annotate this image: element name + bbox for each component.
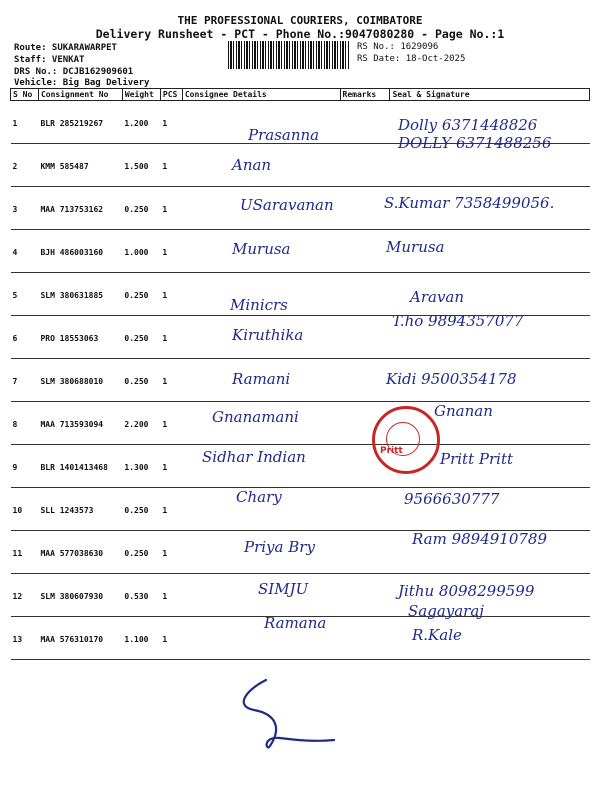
cell-weight: 1.100	[122, 617, 160, 660]
cell-weight: 0.250	[122, 187, 160, 230]
handwriting-signature: DOLLY 6371488256	[398, 134, 552, 152]
cell-weight: 1.500	[122, 144, 160, 187]
col-sno: S No	[11, 89, 39, 101]
cell-consignment: MAA 713593094	[38, 402, 122, 445]
cell-consignment: MAA 577038630	[38, 531, 122, 574]
rs-date: RS Date: 18-Oct-2025	[357, 54, 466, 64]
stamp-label: Pritt	[380, 446, 403, 456]
cell-sno: 13	[11, 617, 39, 660]
cell-sno: 7	[11, 359, 39, 402]
handwriting-signature: Sagayaraj	[408, 602, 484, 620]
cell-consignment: PRO 18553063	[38, 316, 122, 359]
cell-weight: 1.200	[122, 101, 160, 144]
cell-pcs: 1	[160, 359, 182, 402]
cell-pcs: 1	[160, 144, 182, 187]
handwriting-consignee: Prasanna	[248, 126, 320, 144]
table-row	[11, 273, 590, 316]
cell-pcs: 1	[160, 574, 182, 617]
cell-remarks	[340, 144, 390, 187]
handwriting-consignee: Priya Bry	[244, 538, 315, 556]
cell-sno: 10	[11, 488, 39, 531]
cell-consignment: SLL 1243573	[38, 488, 122, 531]
cell-sno: 5	[11, 273, 39, 316]
handwriting-signature: Kidi 9500354178	[386, 370, 517, 388]
cell-consignment: MAA 713753162	[38, 187, 122, 230]
handwriting-consignee: Ramana	[264, 614, 327, 632]
col-consignee: Consignee Details	[182, 89, 340, 101]
cell-consignment: KMM 585487	[38, 144, 122, 187]
cell-sno: 2	[11, 144, 39, 187]
handwriting-consignee: Anan	[232, 156, 272, 174]
cell-remarks	[340, 101, 390, 144]
cell-pcs: 1	[160, 445, 182, 488]
cell-sno: 11	[11, 531, 39, 574]
handwriting-consignee: Kiruthika	[232, 326, 304, 344]
col-consignment: Consignment No	[38, 89, 122, 101]
cell-sno: 8	[11, 402, 39, 445]
cell-weight: 0.250	[122, 531, 160, 574]
handwriting-signature: Murusa	[386, 238, 445, 256]
cell-remarks	[340, 359, 390, 402]
cell-consignment: SLM 380607930	[38, 574, 122, 617]
table-row	[11, 230, 590, 273]
barcode	[228, 41, 350, 69]
handwriting-consignee: Gnanamani	[212, 408, 299, 426]
cell-weight: 0.250	[122, 273, 160, 316]
cell-sno: 1	[11, 101, 39, 144]
col-seal: Seal & Signature	[390, 89, 590, 101]
cell-remarks	[340, 574, 390, 617]
handwriting-consignee: Chary	[236, 488, 282, 506]
handwriting-consignee: Minicrs	[230, 296, 288, 314]
col-pcs: PCS	[160, 89, 182, 101]
handwriting-consignee: Ramani	[232, 370, 291, 388]
cell-weight: 0.530	[122, 574, 160, 617]
vehicle-info: Vehicle: Big Bag Delivery	[14, 78, 150, 88]
cell-weight: 1.300	[122, 445, 160, 488]
cell-pcs: 1	[160, 273, 182, 316]
cell-sno: 3	[11, 187, 39, 230]
cell-weight: 2.200	[122, 402, 160, 445]
handwriting-signature: Dolly 6371448826	[398, 116, 538, 134]
cell-weight: 0.250	[122, 488, 160, 531]
cell-remarks	[340, 531, 390, 574]
cell-sno: 4	[11, 230, 39, 273]
handwriting-signature: 9566630777	[404, 490, 500, 508]
table-header	[11, 89, 590, 101]
cell-consignment: BJH 486003160	[38, 230, 122, 273]
col-weight: Weight	[122, 89, 160, 101]
handwriting-signature: T.ho 9894357077	[392, 312, 524, 330]
cell-remarks	[340, 488, 390, 531]
cell-remarks	[340, 230, 390, 273]
handwriting-consignee: Sidhar Indian	[202, 448, 306, 466]
handwriting-consignee: USaravanan	[240, 196, 334, 214]
handwriting-signature: R.Kale	[412, 626, 462, 644]
cell-consignment: SLM 380688010	[38, 359, 122, 402]
drs-info: DRS No.: DCJB162909601	[14, 67, 134, 77]
route-info: Route: SUKARAWARPET	[14, 43, 117, 53]
handwriting-signature: Jithu 8098299599	[398, 582, 535, 600]
company-title: THE PROFESSIONAL COURIERS, COIMBATORE	[177, 14, 423, 27]
cell-weight: 1.000	[122, 230, 160, 273]
cell-pcs: 1	[160, 617, 182, 660]
handwriting-signature: S.Kumar 7358499056.	[384, 194, 555, 212]
cell-weight: 0.250	[122, 316, 160, 359]
cell-pcs: 1	[160, 402, 182, 445]
table-row	[11, 402, 590, 445]
runsheet-subtitle: Delivery Runsheet - PCT - Phone No.:9047080280 - Page No.:1	[95, 27, 505, 41]
cell-consignment: MAA 576310170	[38, 617, 122, 660]
cell-remarks	[340, 273, 390, 316]
cell-sno: 12	[11, 574, 39, 617]
cell-pcs: 1	[160, 187, 182, 230]
cell-consignment: SLM 380631885	[38, 273, 122, 316]
staff-signature	[226, 676, 336, 756]
cell-weight: 0.250	[122, 359, 160, 402]
handwriting-consignee: Murusa	[232, 240, 291, 258]
cell-pcs: 1	[160, 230, 182, 273]
cell-pcs: 1	[160, 488, 182, 531]
handwriting-signature: Ram 9894910789	[412, 530, 548, 548]
handwriting-signature: Aravan	[410, 288, 465, 306]
cell-sno: 6	[11, 316, 39, 359]
rs-number: RS No.: 1629096	[357, 42, 439, 52]
cell-pcs: 1	[160, 101, 182, 144]
handwriting-consignee: SIMJU	[258, 580, 309, 598]
handwriting-signature: Gnanan	[434, 402, 493, 420]
cell-remarks	[340, 617, 390, 660]
cell-remarks	[340, 187, 390, 230]
col-remarks: Remarks	[340, 89, 390, 101]
cell-pcs: 1	[160, 531, 182, 574]
handwriting-signature: Pritt Pritt	[440, 450, 514, 468]
cell-consignment: BLR 1401413468	[38, 445, 122, 488]
cell-consignment: BLR 285219267	[38, 101, 122, 144]
cell-sno: 9	[11, 445, 39, 488]
cell-remarks	[340, 316, 390, 359]
table-row	[11, 488, 590, 531]
cell-pcs: 1	[160, 316, 182, 359]
staff-info: Staff: VENKAT	[14, 55, 85, 65]
